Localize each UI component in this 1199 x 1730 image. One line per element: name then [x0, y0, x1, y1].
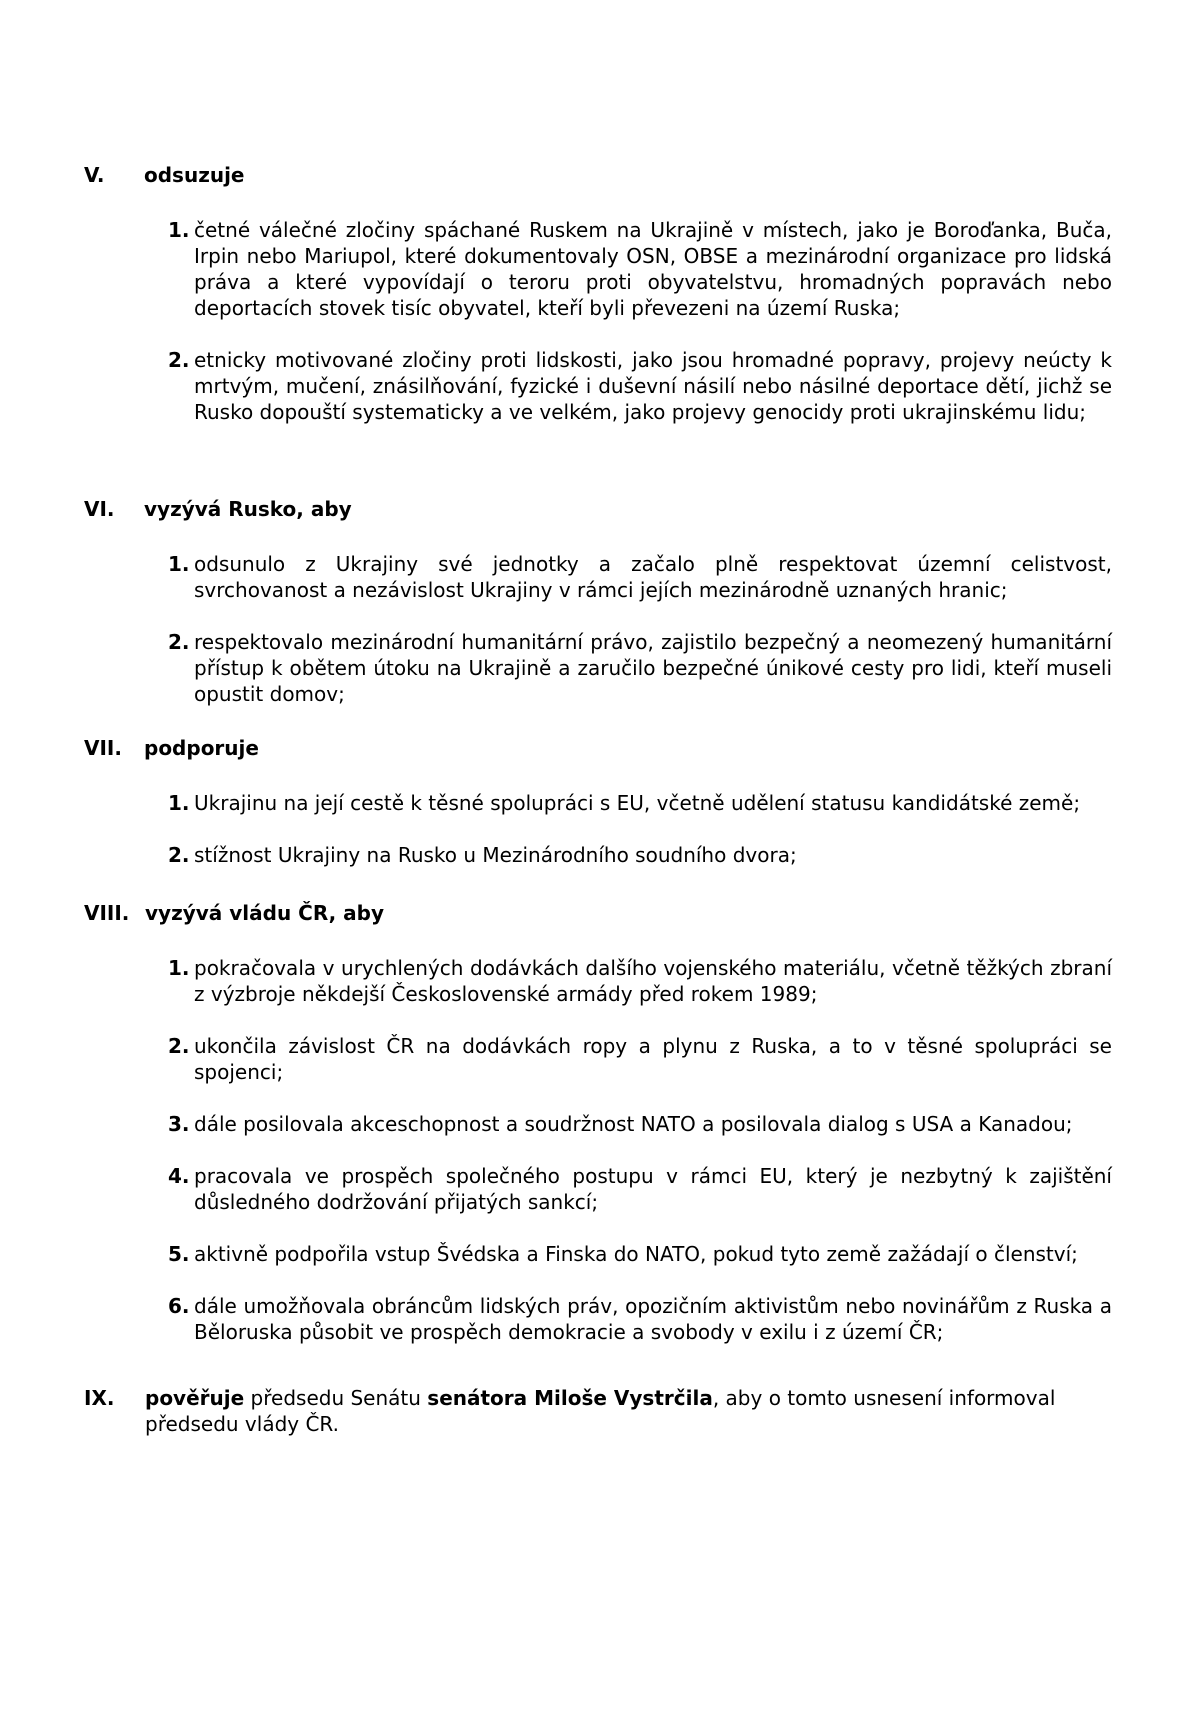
final-paragraph [145, 1385, 1125, 1437]
list-item [168, 1293, 1112, 1345]
section-vi [84, 496, 1114, 707]
item-text: četné válečné zločiny spáchané Ruskem na Ukrajině v místech, jako je Boroďanka, Buča, Irpin nebo Mariupol, které dokumentovaly OSN, OBSE a mezinárodní organizace pro lidská práva a které vypovídají o teroru proti obyvatelstvu, hromadných popravách nebo deportacích stovek tisíc obyvatel, kteří byli převezeni na území Ruska; [194, 218, 1112, 320]
item-list [84, 790, 1114, 868]
section-heading: vyzývá vládu ČR, aby [145, 901, 385, 925]
item-number: 2. [168, 843, 190, 867]
item-number: 1. [168, 791, 190, 815]
item-number: 1. [168, 218, 190, 242]
list-item [168, 629, 1112, 707]
senator-name: senátora Miloše Vystrčila [427, 1386, 713, 1410]
list-item [168, 842, 1112, 868]
section-heading: vyzývá Rusko, aby [144, 497, 352, 521]
item-number: 3. [168, 1112, 190, 1136]
list-item [168, 347, 1112, 425]
item-number: 1. [168, 956, 190, 980]
section-header [84, 735, 1114, 761]
section-numeral: IX. [84, 1386, 115, 1410]
item-text: Ukrajinu na její cestě k těsné spolupráci s EU, včetně udělení statusu kandidátské země; [194, 791, 1081, 815]
section-header [84, 496, 1114, 522]
final-text-1: předsedu Senátu [244, 1386, 428, 1410]
section-numeral: V. [84, 163, 105, 187]
section-heading: odsuzuje [144, 163, 245, 187]
final-text-2: , aby o tomto usnesení informoval předsedu vlády ČR. [145, 1386, 1056, 1436]
item-text: odsunulo z Ukrajiny své jednotky a začalo plně respektovat územní celistvost, svrchovanost a nezávislost Ukrajiny v rámci jejích mezinárodně uznaných hranic; [194, 552, 1112, 602]
item-number: 2. [168, 630, 190, 654]
item-list [84, 551, 1114, 707]
item-text: stížnost Ukrajiny na Rusko u Mezinárodního soudního dvora; [194, 843, 797, 867]
item-list [84, 217, 1114, 425]
item-text: dále umožňovala obráncům lidských práv, opozičním aktivistům nebo novinářům z Ruska a Běloruska působit ve prospěch demokracie a svobody v exilu i z území ČR; [194, 1294, 1112, 1344]
item-number: 2. [168, 1034, 190, 1058]
item-number: 1. [168, 552, 190, 576]
section-numeral: VII. [84, 736, 122, 760]
list-item [168, 1241, 1112, 1267]
item-text: pracovala ve prospěch společného postupu v rámci EU, který je nezbytný k zajištění důsledného dodržování přijatých sankcí; [194, 1164, 1112, 1214]
list-item [168, 1111, 1112, 1137]
list-item [168, 217, 1112, 321]
item-text: aktivně podpořila vstup Švédska a Finska do NATO, pokud tyto země zažádají o členství; [194, 1242, 1078, 1266]
item-text: etnicky motivované zločiny proti lidskosti, jako jsou hromadné popravy, projevy neúcty k mrtvým, mučení, znásilňování, fyzické i duševní násilí nebo násilné deportace dětí, jichž se Rusko dopouští systematicky a ve velkém, jako projevy genocidy proti ukrajinskému lidu; [194, 348, 1112, 424]
item-number: 4. [168, 1164, 190, 1188]
section-v [84, 162, 1114, 425]
item-number: 5. [168, 1242, 190, 1266]
item-text: ukončila závislost ČR na dodávkách ropy a plynu z Ruska, a to v těsné spolupráci se spojenci; [194, 1034, 1112, 1084]
section-viii [84, 900, 1114, 1345]
item-number: 2. [168, 348, 190, 372]
item-text: respektovalo mezinárodní humanitární právo, zajistilo bezpečný a neomezený humanitární přístup k obětem útoku na Ukrajině a zaručilo bezpečné únikové cesty pro lidi, kteří museli opustit domov; [194, 630, 1112, 706]
list-item [168, 551, 1112, 603]
section-numeral: VI. [84, 497, 115, 521]
final-verb: pověřuje [145, 1386, 245, 1410]
item-text: dále posilovala akceschopnost a soudržnost NATO a posilovala dialog s USA a Kanadou; [194, 1112, 1073, 1136]
list-item [168, 1163, 1112, 1215]
item-number: 6. [168, 1294, 190, 1318]
item-text: pokračovala v urychlených dodávkách dalšího vojenského materiálu, včetně těžkých zbraní z výzbroje někdejší Československé armády před rokem 1989; [194, 956, 1112, 1006]
section-vii [84, 735, 1114, 868]
list-item [168, 955, 1112, 1007]
section-header [84, 162, 1114, 188]
list-item [168, 790, 1112, 816]
section-heading: podporuje [144, 736, 259, 760]
list-item [168, 1033, 1112, 1085]
item-list [84, 955, 1114, 1345]
section-numeral: VIII. [84, 901, 130, 925]
section-header [84, 900, 1114, 926]
